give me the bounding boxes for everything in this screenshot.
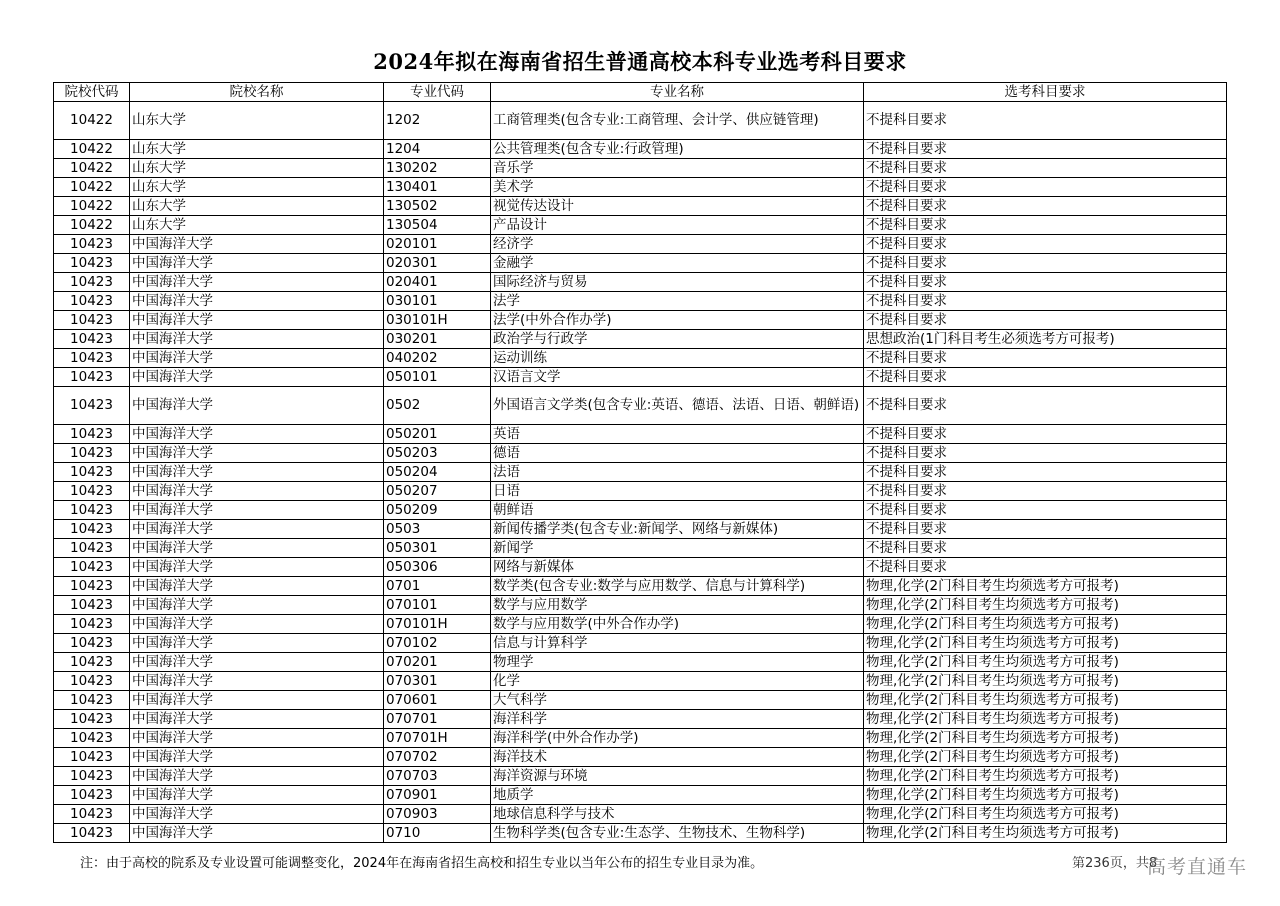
school-name-cell: 山东大学 <box>130 197 384 216</box>
subject-requirement-cell: 物理,化学(2门科目考生均须选考方可报考) <box>864 824 1227 843</box>
major-name-cell: 大气科学 <box>491 691 864 710</box>
major-name-cell: 法学 <box>491 292 864 311</box>
school-name-cell: 中国海洋大学 <box>130 653 384 672</box>
table-row <box>54 596 1227 615</box>
school-code-cell: 10423 <box>54 615 130 634</box>
school-name-cell: 中国海洋大学 <box>130 349 384 368</box>
school-code-cell: 10423 <box>54 786 130 805</box>
subject-requirement-cell: 不提科目要求 <box>864 368 1227 387</box>
subject-requirement-cell: 不提科目要求 <box>864 140 1227 159</box>
subject-requirement-cell: 不提科目要求 <box>864 520 1227 539</box>
school-name-cell: 中国海洋大学 <box>130 235 384 254</box>
major-name-cell: 海洋科学 <box>491 710 864 729</box>
major-code-cell: 130401 <box>384 178 491 197</box>
major-code-cell: 0701 <box>384 577 491 596</box>
table-row <box>54 444 1227 463</box>
subject-requirement-cell: 物理,化学(2门科目考生均须选考方可报考) <box>864 577 1227 596</box>
major-name-cell: 德语 <box>491 444 864 463</box>
subject-requirement-cell: 不提科目要求 <box>864 501 1227 520</box>
subject-requirement-cell: 不提科目要求 <box>864 482 1227 501</box>
table-row <box>54 140 1227 159</box>
major-name-cell: 金融学 <box>491 254 864 273</box>
table-row <box>54 767 1227 786</box>
major-code-cell: 070301 <box>384 672 491 691</box>
header-subject-requirement: 选考科目要求 <box>864 83 1227 102</box>
major-code-cell: 070701H <box>384 729 491 748</box>
subject-requirement-cell: 物理,化学(2门科目考生均须选考方可报考) <box>864 710 1227 729</box>
header-school-code: 院校代码 <box>54 83 130 102</box>
school-code-cell: 10422 <box>54 197 130 216</box>
major-code-cell: 070201 <box>384 653 491 672</box>
page-title: 2024年拟在海南省招生普通高校本科专业选考科目要求 <box>373 49 907 74</box>
school-code-cell: 10423 <box>54 482 130 501</box>
school-name-cell: 中国海洋大学 <box>130 558 384 577</box>
major-code-cell: 050207 <box>384 482 491 501</box>
subject-requirement-cell: 物理,化学(2门科目考生均须选考方可报考) <box>864 767 1227 786</box>
school-code-cell: 10423 <box>54 558 130 577</box>
table-row <box>54 178 1227 197</box>
subject-requirement-cell: 物理,化学(2门科目考生均须选考方可报考) <box>864 691 1227 710</box>
major-code-cell: 040202 <box>384 349 491 368</box>
major-name-cell: 数学与应用数学(中外合作办学) <box>491 615 864 634</box>
major-code-cell: 070703 <box>384 767 491 786</box>
school-name-cell: 山东大学 <box>130 102 384 140</box>
major-name-cell: 新闻传播学类(包含专业:新闻学、网络与新媒体) <box>491 520 864 539</box>
major-name-cell: 工商管理类(包含专业:工商管理、会计学、供应链管理) <box>491 102 864 140</box>
major-name-cell: 公共管理类(包含专业:行政管理) <box>491 140 864 159</box>
header-major-code: 专业代码 <box>384 83 491 102</box>
major-code-cell: 020101 <box>384 235 491 254</box>
table-row <box>54 216 1227 235</box>
table-row <box>54 387 1227 425</box>
subject-requirement-cell: 物理,化学(2门科目考生均须选考方可报考) <box>864 786 1227 805</box>
school-code-cell: 10423 <box>54 425 130 444</box>
school-name-cell: 山东大学 <box>130 216 384 235</box>
table-row <box>54 197 1227 216</box>
school-code-cell: 10423 <box>54 729 130 748</box>
table-row <box>54 748 1227 767</box>
school-code-cell: 10423 <box>54 501 130 520</box>
major-name-cell: 地球信息科学与技术 <box>491 805 864 824</box>
major-name-cell: 音乐学 <box>491 159 864 178</box>
school-name-cell: 中国海洋大学 <box>130 425 384 444</box>
major-code-cell: 130502 <box>384 197 491 216</box>
subject-requirement-cell: 不提科目要求 <box>864 558 1227 577</box>
major-code-cell: 050201 <box>384 425 491 444</box>
major-code-cell: 070701 <box>384 710 491 729</box>
school-name-cell: 山东大学 <box>130 140 384 159</box>
table-row <box>54 159 1227 178</box>
school-name-cell: 中国海洋大学 <box>130 596 384 615</box>
table-row <box>54 786 1227 805</box>
table-row <box>54 292 1227 311</box>
major-code-cell: 050306 <box>384 558 491 577</box>
school-name-cell: 山东大学 <box>130 159 384 178</box>
major-name-cell: 经济学 <box>491 235 864 254</box>
school-name-cell: 中国海洋大学 <box>130 805 384 824</box>
major-name-cell: 地质学 <box>491 786 864 805</box>
major-code-cell: 130504 <box>384 216 491 235</box>
table-header-row <box>54 83 1227 102</box>
subject-requirement-cell: 物理,化学(2门科目考生均须选考方可报考) <box>864 596 1227 615</box>
header-school-name: 院校名称 <box>130 83 384 102</box>
school-code-cell: 10423 <box>54 805 130 824</box>
major-code-cell: 130202 <box>384 159 491 178</box>
table-row <box>54 425 1227 444</box>
school-name-cell: 中国海洋大学 <box>130 767 384 786</box>
table-row <box>54 235 1227 254</box>
school-code-cell: 10423 <box>54 349 130 368</box>
school-code-cell: 10423 <box>54 311 130 330</box>
school-code-cell: 10422 <box>54 140 130 159</box>
major-name-cell: 视觉传达设计 <box>491 197 864 216</box>
major-code-cell: 070102 <box>384 634 491 653</box>
school-code-cell: 10423 <box>54 463 130 482</box>
table-row <box>54 577 1227 596</box>
major-name-cell: 海洋技术 <box>491 748 864 767</box>
header-major-name: 专业名称 <box>491 83 864 102</box>
major-code-cell: 070903 <box>384 805 491 824</box>
major-code-cell: 020301 <box>384 254 491 273</box>
school-code-cell: 10423 <box>54 596 130 615</box>
table-row <box>54 273 1227 292</box>
school-name-cell: 中国海洋大学 <box>130 539 384 558</box>
table-row <box>54 349 1227 368</box>
table-row <box>54 102 1227 140</box>
school-code-cell: 10423 <box>54 387 130 425</box>
school-code-cell: 10423 <box>54 653 130 672</box>
subject-requirement-cell: 不提科目要求 <box>864 463 1227 482</box>
subject-requirement-cell: 物理,化学(2门科目考生均须选考方可报考) <box>864 653 1227 672</box>
major-name-cell: 化学 <box>491 672 864 691</box>
page-number: 第236页，共8 <box>1072 856 1158 871</box>
major-name-cell: 数学与应用数学 <box>491 596 864 615</box>
major-name-cell: 产品设计 <box>491 216 864 235</box>
school-code-cell: 10422 <box>54 159 130 178</box>
table-row <box>54 254 1227 273</box>
subject-requirement-cell: 物理,化学(2门科目考生均须选考方可报考) <box>864 748 1227 767</box>
major-code-cell: 030101H <box>384 311 491 330</box>
footer-note: 注：由于高校的院系及专业设置可能调整变化，2024年在海南省招生高校和招生专业以当年公布的招生专业目录为准。 <box>80 856 764 871</box>
table-row <box>54 653 1227 672</box>
subject-requirement-cell: 不提科目要求 <box>864 387 1227 425</box>
school-code-cell: 10423 <box>54 444 130 463</box>
major-code-cell: 050101 <box>384 368 491 387</box>
subject-requirement-cell: 不提科目要求 <box>864 254 1227 273</box>
major-name-cell: 汉语言文学 <box>491 368 864 387</box>
major-code-cell: 020401 <box>384 273 491 292</box>
table-row <box>54 520 1227 539</box>
school-code-cell: 10423 <box>54 672 130 691</box>
major-name-cell: 海洋科学(中外合作办学) <box>491 729 864 748</box>
subject-requirement-cell: 不提科目要求 <box>864 349 1227 368</box>
school-name-cell: 中国海洋大学 <box>130 387 384 425</box>
school-code-cell: 10423 <box>54 767 130 786</box>
school-code-cell: 10423 <box>54 254 130 273</box>
school-name-cell: 中国海洋大学 <box>130 748 384 767</box>
subject-requirement-cell: 不提科目要求 <box>864 311 1227 330</box>
subject-requirement-cell: 不提科目要求 <box>864 159 1227 178</box>
school-name-cell: 中国海洋大学 <box>130 368 384 387</box>
subject-requirement-cell: 思想政治(1门科目考生必须选考方可报考) <box>864 330 1227 349</box>
subject-requirement-cell: 不提科目要求 <box>864 102 1227 140</box>
major-name-cell: 数学类(包含专业:数学与应用数学、信息与计算科学) <box>491 577 864 596</box>
school-code-cell: 10422 <box>54 216 130 235</box>
subject-requirement-cell: 物理,化学(2门科目考生均须选考方可报考) <box>864 729 1227 748</box>
school-code-cell: 10423 <box>54 710 130 729</box>
major-code-cell: 050204 <box>384 463 491 482</box>
school-name-cell: 中国海洋大学 <box>130 672 384 691</box>
major-code-cell: 070601 <box>384 691 491 710</box>
requirements-table <box>53 82 1227 843</box>
major-name-cell: 海洋资源与环境 <box>491 767 864 786</box>
subject-requirement-cell: 不提科目要求 <box>864 197 1227 216</box>
school-name-cell: 中国海洋大学 <box>130 577 384 596</box>
school-name-cell: 中国海洋大学 <box>130 482 384 501</box>
school-name-cell: 中国海洋大学 <box>130 444 384 463</box>
subject-requirement-cell: 不提科目要求 <box>864 178 1227 197</box>
major-code-cell: 030101 <box>384 292 491 311</box>
watermark: 高考直通车 <box>1147 856 1248 878</box>
major-code-cell: 0502 <box>384 387 491 425</box>
table-row <box>54 710 1227 729</box>
major-name-cell: 信息与计算科学 <box>491 634 864 653</box>
table-row <box>54 539 1227 558</box>
table-row <box>54 805 1227 824</box>
table-row <box>54 615 1227 634</box>
school-name-cell: 中国海洋大学 <box>130 691 384 710</box>
table-row <box>54 824 1227 843</box>
major-name-cell: 法语 <box>491 463 864 482</box>
table-row <box>54 482 1227 501</box>
major-name-cell: 物理学 <box>491 653 864 672</box>
school-name-cell: 中国海洋大学 <box>130 311 384 330</box>
major-name-cell: 日语 <box>491 482 864 501</box>
major-name-cell: 英语 <box>491 425 864 444</box>
major-name-cell: 朝鲜语 <box>491 501 864 520</box>
school-code-cell: 10422 <box>54 102 130 140</box>
school-name-cell: 中国海洋大学 <box>130 729 384 748</box>
school-code-cell: 10423 <box>54 292 130 311</box>
major-code-cell: 070702 <box>384 748 491 767</box>
subject-requirement-cell: 不提科目要求 <box>864 425 1227 444</box>
major-code-cell: 1202 <box>384 102 491 140</box>
school-name-cell: 中国海洋大学 <box>130 254 384 273</box>
school-code-cell: 10423 <box>54 520 130 539</box>
major-code-cell: 1204 <box>384 140 491 159</box>
school-name-cell: 山东大学 <box>130 178 384 197</box>
major-name-cell: 运动训练 <box>491 349 864 368</box>
major-name-cell: 生物科学类(包含专业:生态学、生物技术、生物科学) <box>491 824 864 843</box>
school-code-cell: 10423 <box>54 634 130 653</box>
school-name-cell: 中国海洋大学 <box>130 824 384 843</box>
subject-requirement-cell: 物理,化学(2门科目考生均须选考方可报考) <box>864 672 1227 691</box>
table-row <box>54 729 1227 748</box>
major-code-cell: 070101H <box>384 615 491 634</box>
subject-requirement-cell: 物理,化学(2门科目考生均须选考方可报考) <box>864 634 1227 653</box>
major-code-cell: 050209 <box>384 501 491 520</box>
major-code-cell: 030201 <box>384 330 491 349</box>
school-name-cell: 中国海洋大学 <box>130 520 384 539</box>
school-code-cell: 10423 <box>54 539 130 558</box>
subject-requirement-cell: 不提科目要求 <box>864 273 1227 292</box>
major-name-cell: 外国语言文学类(包含专业:英语、德语、法语、日语、朝鲜语) <box>491 387 864 425</box>
school-name-cell: 中国海洋大学 <box>130 292 384 311</box>
major-name-cell: 网络与新媒体 <box>491 558 864 577</box>
table-row <box>54 368 1227 387</box>
subject-requirement-cell: 物理,化学(2门科目考生均须选考方可报考) <box>864 805 1227 824</box>
school-name-cell: 中国海洋大学 <box>130 501 384 520</box>
table-row <box>54 463 1227 482</box>
table-row <box>54 311 1227 330</box>
major-code-cell: 050301 <box>384 539 491 558</box>
table-row <box>54 558 1227 577</box>
major-name-cell: 美术学 <box>491 178 864 197</box>
school-code-cell: 10423 <box>54 368 130 387</box>
school-name-cell: 中国海洋大学 <box>130 330 384 349</box>
table-row <box>54 330 1227 349</box>
school-code-cell: 10422 <box>54 178 130 197</box>
table-row <box>54 634 1227 653</box>
table-body <box>54 102 1227 843</box>
school-code-cell: 10423 <box>54 273 130 292</box>
table-row <box>54 691 1227 710</box>
table-row <box>54 672 1227 691</box>
subject-requirement-cell: 不提科目要求 <box>864 235 1227 254</box>
major-code-cell: 050203 <box>384 444 491 463</box>
school-name-cell: 中国海洋大学 <box>130 273 384 292</box>
school-code-cell: 10423 <box>54 235 130 254</box>
major-code-cell: 070101 <box>384 596 491 615</box>
major-name-cell: 法学(中外合作办学) <box>491 311 864 330</box>
school-name-cell: 中国海洋大学 <box>130 786 384 805</box>
major-code-cell: 070901 <box>384 786 491 805</box>
subject-requirement-cell: 不提科目要求 <box>864 292 1227 311</box>
school-name-cell: 中国海洋大学 <box>130 463 384 482</box>
school-code-cell: 10423 <box>54 748 130 767</box>
school-name-cell: 中国海洋大学 <box>130 634 384 653</box>
school-code-cell: 10423 <box>54 691 130 710</box>
subject-requirement-cell: 不提科目要求 <box>864 539 1227 558</box>
major-name-cell: 新闻学 <box>491 539 864 558</box>
subject-requirement-cell: 物理,化学(2门科目考生均须选考方可报考) <box>864 615 1227 634</box>
major-name-cell: 国际经济与贸易 <box>491 273 864 292</box>
major-code-cell: 0503 <box>384 520 491 539</box>
school-code-cell: 10423 <box>54 577 130 596</box>
major-code-cell: 0710 <box>384 824 491 843</box>
school-code-cell: 10423 <box>54 330 130 349</box>
subject-requirement-cell: 不提科目要求 <box>864 216 1227 235</box>
subject-requirement-cell: 不提科目要求 <box>864 444 1227 463</box>
table-row <box>54 501 1227 520</box>
school-code-cell: 10423 <box>54 824 130 843</box>
school-name-cell: 中国海洋大学 <box>130 710 384 729</box>
school-name-cell: 中国海洋大学 <box>130 615 384 634</box>
major-name-cell: 政治学与行政学 <box>491 330 864 349</box>
